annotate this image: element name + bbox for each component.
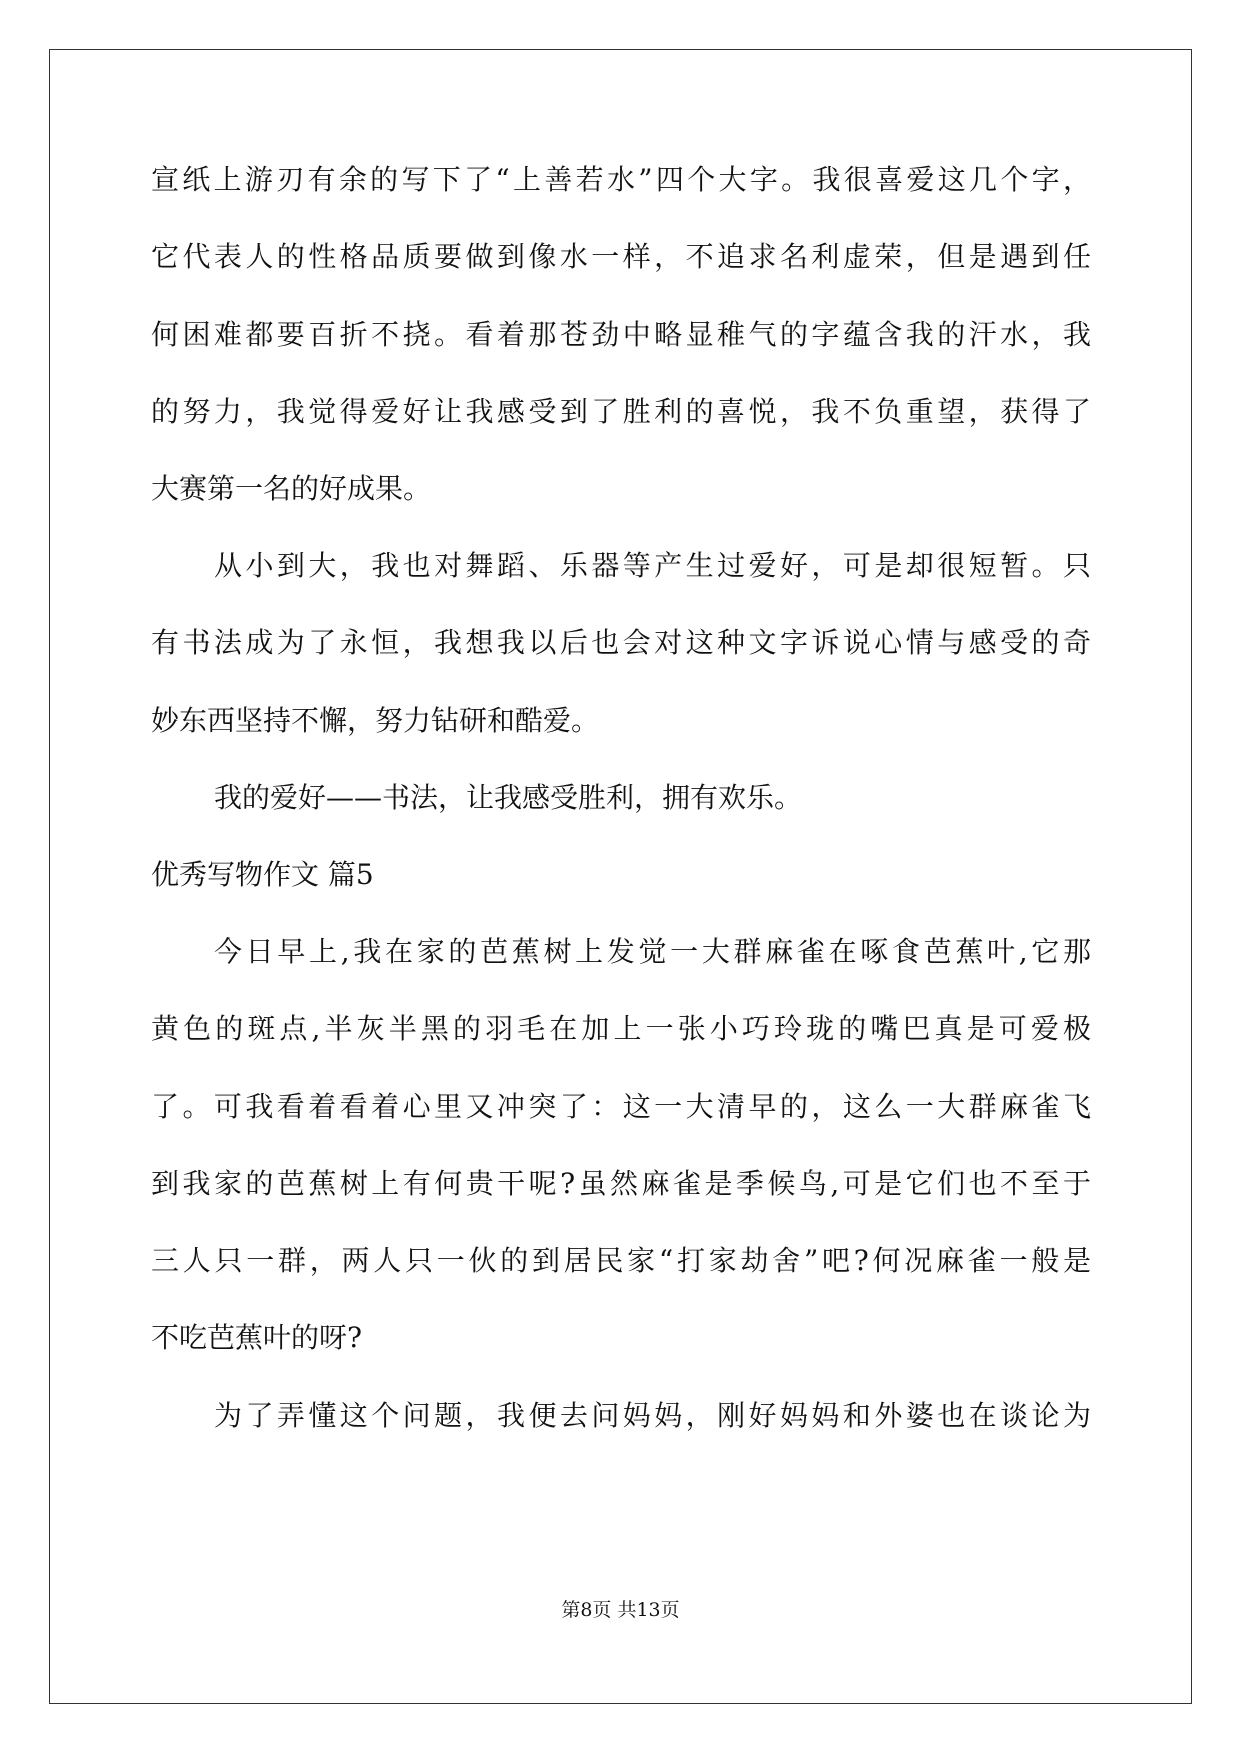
text-line: 宣纸上游刃有余的写下了“上善若水”四个大字。我很喜爱这几个字， [151,163,1091,196]
text-line: 今日早上,我在家的芭蕉树上发觉一大群麻雀在啄食芭蕉叶,它那 [214,935,1091,968]
text-line: 何困难都要百折不挠。看着那苍劲中略显稚气的字蕴含我的汗水，我 [151,318,1091,351]
text-line: 为了弄懂这个问题，我便去问妈妈，刚好妈妈和外婆也在谈论为 [214,1399,1091,1432]
section-heading: 优秀写物作文 篇5 [151,858,374,891]
text-line: 黄色的斑点,半灰半黑的羽毛在加上一张小巧玲珑的嘴巴真是可爱极 [151,1012,1091,1045]
text-line: 我的爱好——书法，让我感受胜利，拥有欢乐。 [214,781,803,814]
text-line: 妙东西坚持不懈，努力钻研和酷爱。 [151,704,600,737]
text-line: 到我家的芭蕉树上有何贵干呢?虽然麻雀是季候鸟,可是它们也不至于 [151,1167,1091,1200]
text-line: 了。可我看着看着心里又冲突了：这一大清早的，这么一大群麻雀飞 [151,1090,1091,1123]
text-line: 三人只一群，两人只一伙的到居民家“打家劫舍”吧?何况麻雀一般是 [151,1244,1091,1277]
page-number-footer: 第8页 共13页 [561,1599,680,1621]
text-line: 的努力，我觉得爱好让我感受到了胜利的喜悦，我不负重望，获得了 [151,395,1091,428]
text-line: 它代表人的性格品质要做到像水一样，不追求名利虚荣，但是遇到任 [151,240,1091,273]
text-line: 从小到大，我也对舞蹈、乐器等产生过爱好，可是却很短暂。只 [214,549,1091,582]
text-line: 大赛第一名的好成果。 [151,472,432,505]
text-line: 不吃芭蕉叶的呀? [151,1321,363,1354]
text-line: 有书法成为了永恒，我想我以后也会对这种文字诉说心情与感受的奇 [151,626,1091,659]
